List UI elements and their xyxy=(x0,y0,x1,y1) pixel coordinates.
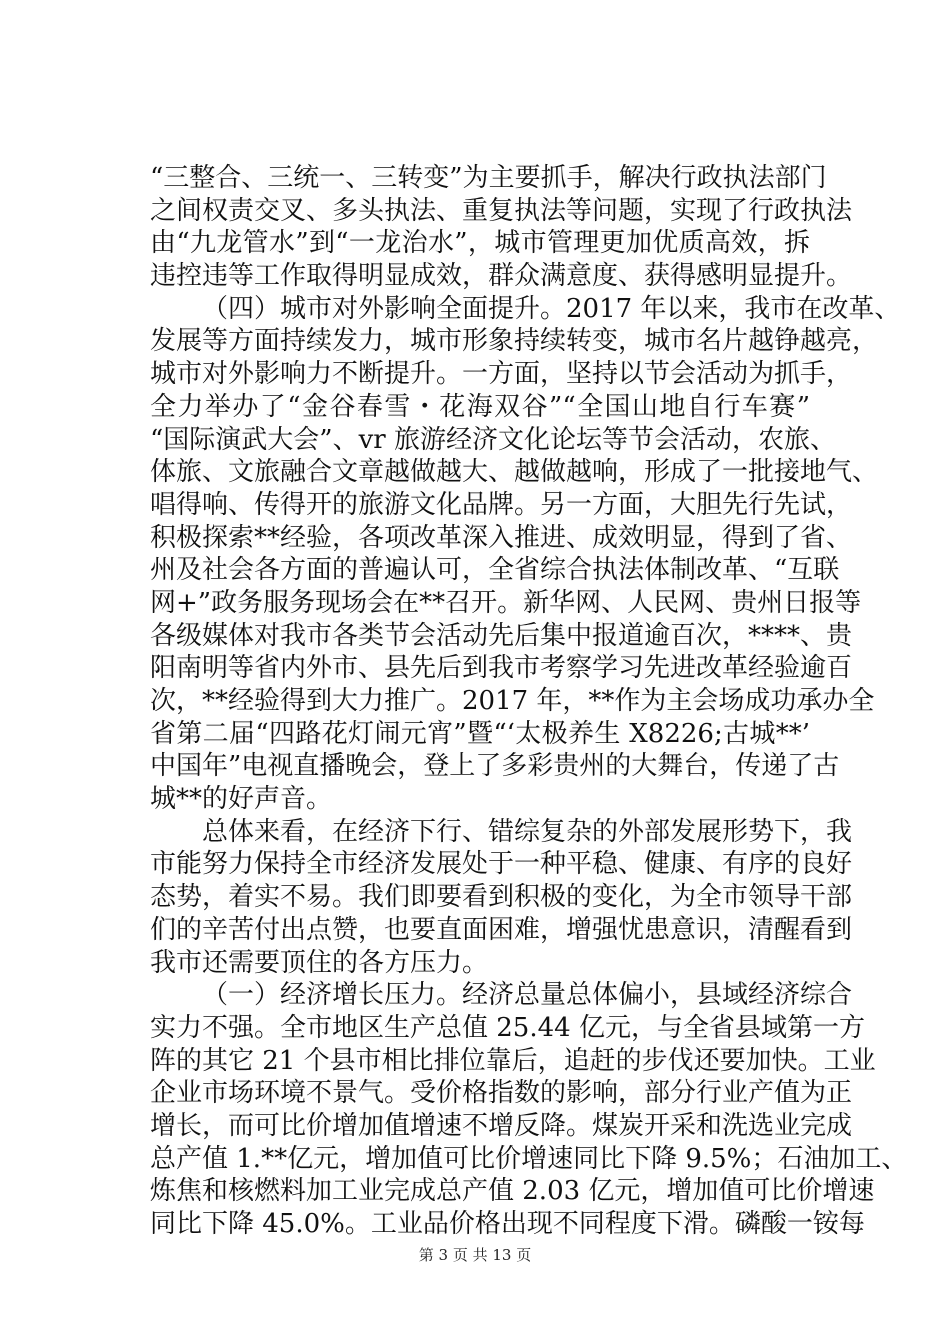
document-body xyxy=(150,162,908,1241)
text-line: 中国年”电视直播晚会，登上了多彩贵州的大舞台，传递了古 xyxy=(150,751,840,782)
text-line: 全力举办了“金谷春雪・花海双谷”“全国山地自行车赛” xyxy=(150,391,810,422)
text-line: 违控违等工作取得明显成效，群众满意度、获得感明显提升。 xyxy=(150,261,853,292)
text-line: 总产值 1.**亿元，增加值可比价增速同比下降 9.5%；石油加工、 xyxy=(150,1143,908,1174)
text-line: “国际演武大会”、vr 旅游经济文化论坛等节会活动，农旅、 xyxy=(150,424,836,455)
text-line: 们的辛苦付出点赞，也要直面困难，增强忧患意识，清醒看到 xyxy=(150,914,853,945)
text-line: 唱得响、传得开的旅游文化品牌。另一方面，大胆先行先试， xyxy=(150,489,853,520)
text-line: 州及社会各方面的普遍认可，全省综合执法体制改革、“互联 xyxy=(150,555,840,586)
text-line: “三整合、三统一、三转变”为主要抓手，解决行政执法部门 xyxy=(150,163,827,193)
text-line: （一）经济增长压力。经济总量总体偏小，县域经济综合 xyxy=(202,980,853,1011)
text-line: 增长，而可比价增加值增速不增反降。煤炭开采和洗选业完成 xyxy=(150,1110,853,1141)
page-number: 第 3 页 共 13 页 xyxy=(418,1246,532,1264)
text-line: 阳南明等省内外市、县先后到我市考察学习先进改革经验逾百 xyxy=(150,653,853,684)
text-line: 各级媒体对我市各类节会活动先后集中报道逾百次，****、贵 xyxy=(150,620,853,651)
text-line: 我市还需要顶住的各方压力。 xyxy=(150,947,489,978)
text-line: 同比下降 45.0%。工业品价格出现不同程度下滑。磷酸一铵每 xyxy=(150,1209,865,1239)
text-line: 省第二届“四路花灯闹元宵”暨“‘太极养生 X8226;古城**’ xyxy=(150,718,810,749)
text-line: 实力不强。全市地区生产总值 25.44 亿元，与全省县域第一方 xyxy=(150,1012,865,1043)
text-line: 城市对外影响力不断提升。一方面，坚持以节会活动为抓手， xyxy=(150,359,853,390)
text-line: 体旅、文旅融合文章越做越大、越做越响，形成了一批接地气、 xyxy=(150,457,879,488)
page-footer xyxy=(0,1244,950,1265)
text-line: 阵的其它 21 个县市相比排位靠后，追赶的步伐还要加快。工业 xyxy=(150,1045,876,1076)
text-line: 之间权责交叉、多头执法、重复执法等问题，实现了行政执法 xyxy=(150,195,853,226)
text-line: 总体来看，在经济下行、错综复杂的外部发展形势下，我 xyxy=(202,816,853,847)
text-line: 次，**经验得到大力推广。2017 年，**作为主会场成功承办全 xyxy=(150,686,875,716)
text-line: 炼焦和核燃料加工业完成总产值 2.03 亿元，增加值可比价增速 xyxy=(150,1176,875,1207)
text-line: 城**的好声音。 xyxy=(150,784,333,815)
text-line: 网+”政务服务现场会在**召开。新华网、人民网、贵州日报等 xyxy=(150,587,862,618)
text-line: 由“九龙管水”到“一龙治水”，城市管理更加优质高效，拆 xyxy=(150,228,810,259)
text-line: （四）城市对外影响全面提升。2017 年以来，我市在改革、 xyxy=(202,293,901,324)
text-line: 态势，着实不易。我们即要看到积极的变化，为全市领导干部 xyxy=(150,882,853,913)
text-line: 发展等方面持续发力，城市形象持续转变，城市名片越铮越亮， xyxy=(150,326,879,357)
text-line: 企业市场环境不景气。受价格指数的影响，部分行业产值为正 xyxy=(150,1078,853,1109)
text-line: 市能努力保持全市经济发展处于一种平稳、健康、有序的良好 xyxy=(150,849,853,880)
text-line: 积极探索**经验，各项改革深入推进、成效明显，得到了省、 xyxy=(150,522,853,553)
